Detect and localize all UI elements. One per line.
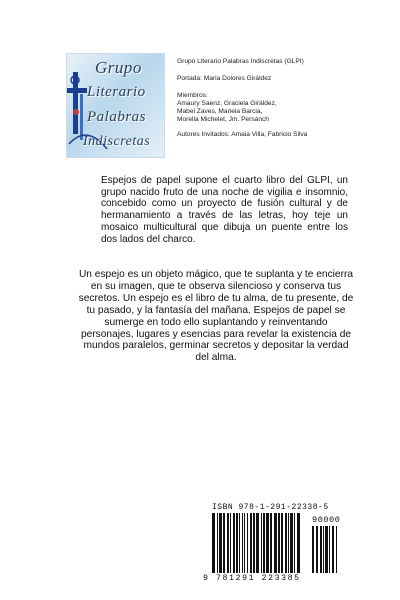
logo-word-literario: Literario: [87, 84, 146, 100]
barcode-bar: [244, 513, 245, 573]
price-addon-barcode: [312, 526, 340, 573]
barcode-bar: [270, 513, 272, 573]
barcode-bar: [253, 513, 255, 573]
barcode-bar: [297, 513, 300, 573]
barcode-bar: [217, 513, 218, 573]
cover-credit: Portada: Maria Dolores Giráldez: [177, 75, 272, 82]
guest-authors: Autores Invitados: Amaia Villa, Fabricio Silva: [177, 131, 308, 138]
barcode-bar: [336, 526, 337, 573]
barcode-bar: [230, 513, 231, 573]
barcode-bar: [329, 526, 330, 573]
barcode-bar: [325, 526, 328, 573]
ean-barcode: [212, 513, 304, 573]
barcode-bar: [239, 513, 240, 573]
barcode-bar: [263, 513, 265, 573]
group-name: Grupo Literario Palabras Indiscretas (GLPI): [177, 58, 304, 65]
barcode-bar: [323, 526, 324, 573]
barcode-bar: [250, 513, 252, 573]
barcode-bar: [266, 513, 269, 573]
price-code: 90000: [312, 515, 341, 525]
intro-paragraph: Espejos de papel supone el cuarto libro del GLPI, un grupo nacido fruto de una noche de vigilia e insomnio, concebido como un proyecto de fusión cultural y de hermanamiento a través de las letras, hoy teje un mosaico multicultural que dibuja un puente entre los dos lados del charco.: [101, 175, 348, 245]
barcode-bar: [247, 513, 248, 573]
members-heading: Miembros:: [177, 92, 208, 99]
logo-word-indiscretas: Indiscretas: [83, 134, 151, 149]
barcode-bar: [227, 513, 229, 573]
barcode-bar: [278, 513, 280, 573]
barcode-bar: [242, 513, 243, 573]
barcode-bar: [233, 513, 235, 573]
barcode-bar: [261, 513, 262, 573]
logo-word-palabras: Palabras: [87, 109, 147, 125]
ean-digits: 9 781291 223385: [203, 574, 301, 583]
group-logo: [66, 53, 165, 158]
barcode-bar: [332, 526, 334, 573]
barcode-bar: [223, 513, 225, 573]
isbn-label: ISBN 978-1-291-22338-5: [212, 503, 329, 512]
barcode-bar: [320, 526, 322, 573]
barcode-bar: [316, 526, 318, 573]
barcode-bar: [256, 513, 259, 573]
members-list: Amaury Saenz, Graciela Giráldez, Mabel Zaves, Mariela Barcia, Morella Michelet, Jm. Persánch: [177, 100, 277, 123]
barcode-bar: [290, 513, 293, 573]
barcode-bar: [212, 513, 215, 573]
barcode-bar: [236, 513, 238, 573]
synopsis-paragraph: Un espejo es un objeto mágico, que te suplanta y te encierra en su imagen, que te observa silencioso y conserva tus secretos. Un espejo es el libro de tu alma, de tu presente, de tu pasado, y la fantasía del mañana. Espejos de papel se sumerge en todo ello suplantando y reinventando personajes, lugares y esencias para revelar la existencia de mundos paralelos, germinar secretos y depositar la verdad del alma.: [78, 269, 354, 364]
barcode-bar: [312, 526, 314, 573]
barcode-bar: [281, 513, 283, 573]
barcode-bar: [219, 513, 222, 573]
barcode-bar: [288, 513, 289, 573]
barcode-bar: [274, 513, 277, 573]
logo-word-grupo: Grupo: [95, 58, 142, 77]
barcode-bar: [294, 513, 295, 573]
barcode-bar: [285, 513, 287, 573]
